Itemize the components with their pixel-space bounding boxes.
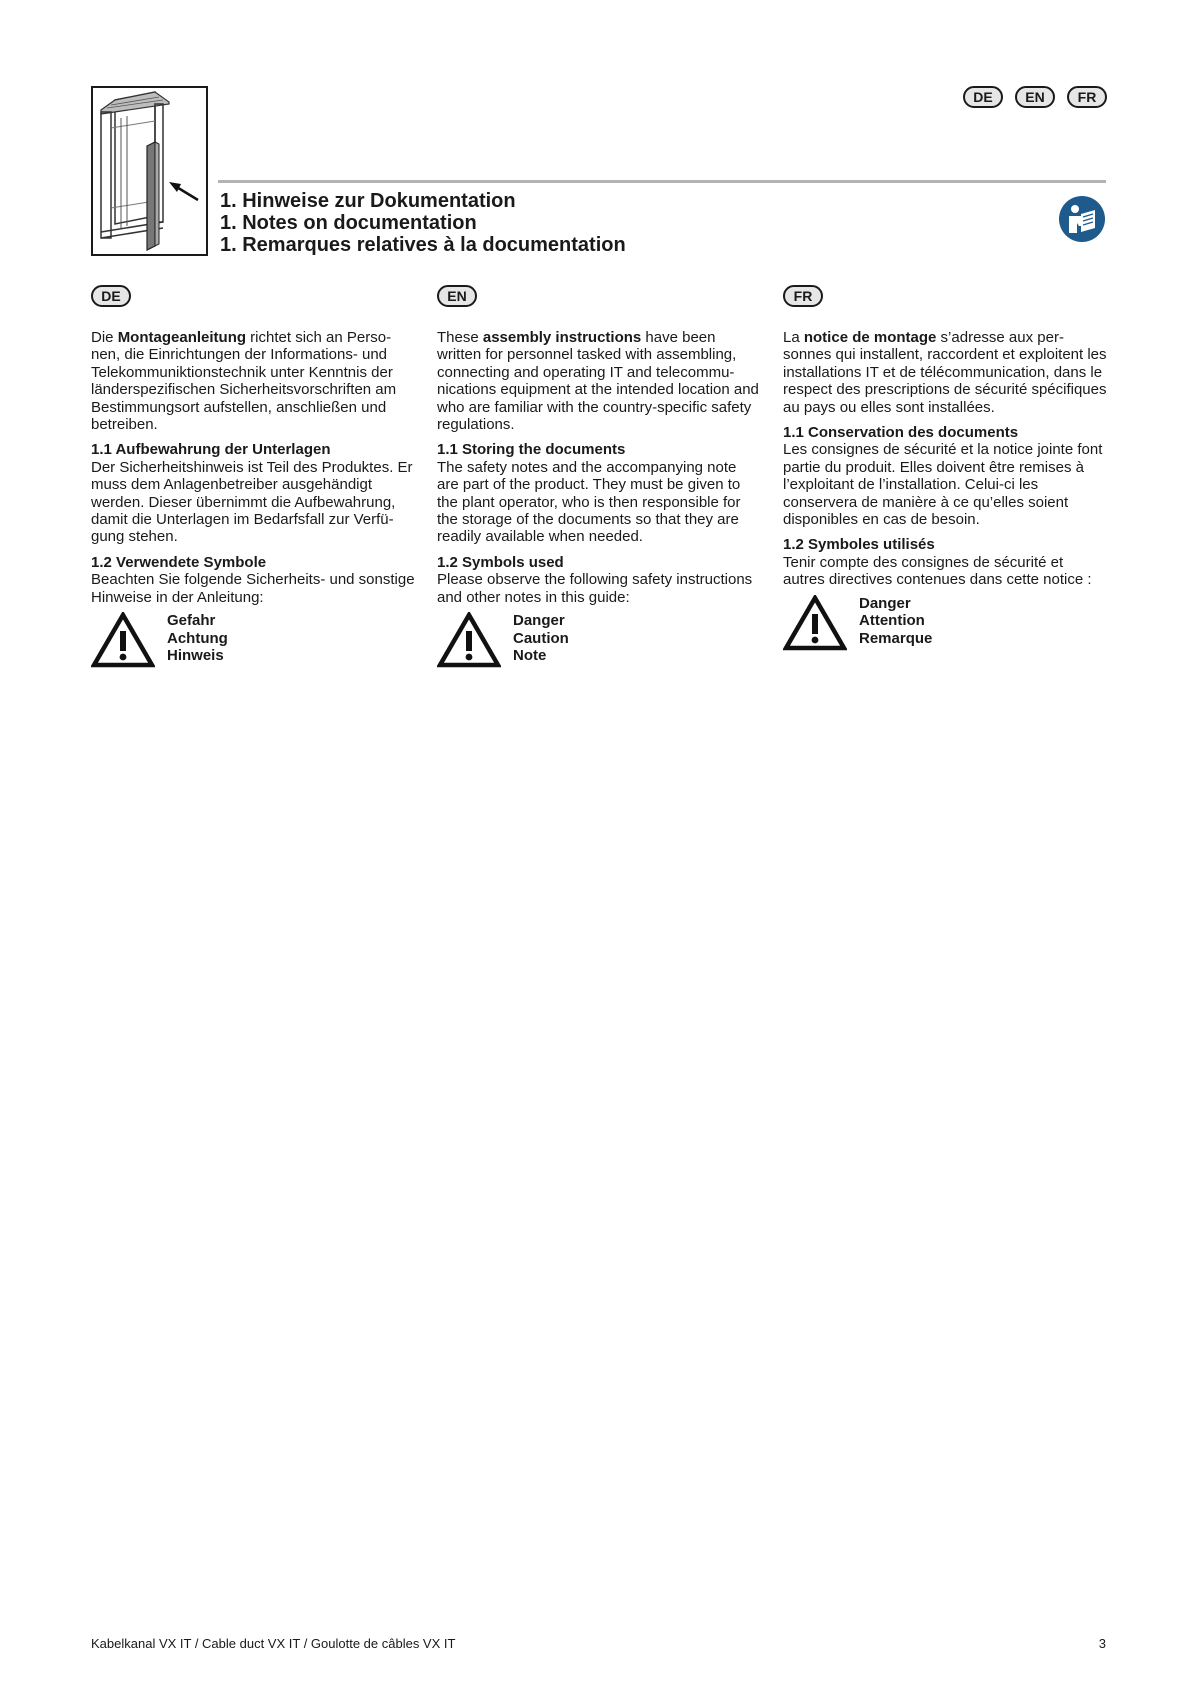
symbol-caution-de: Achtung: [167, 629, 228, 647]
title-en: 1. Notes on documentation: [220, 212, 477, 234]
text-symbols-en: Please observe the following safety instructions and other notes in this guide:: [437, 571, 753, 606]
symbol-danger-fr: Danger: [859, 594, 911, 612]
warning-block-de: [91, 612, 416, 668]
heading-storage-en: 1.1 Storing the documents: [437, 441, 626, 459]
lang-badge-col-en: EN: [437, 285, 477, 307]
text-symbols-fr: Tenir compte des consignes de sécurité et autres directives contenues dans cette notice :: [783, 553, 1092, 589]
symbol-note-de: Hinweis: [167, 646, 224, 664]
title-de: 1. Hinweise zur Dokumentation: [220, 190, 516, 212]
intro-fr: La notice de montage s’adresse aux per-sonnes qui installent, raccordent et exploitent les installations IT et de télécommunication, dans le respect des prescriptions de sécurité spécifiques au pays ou elles sont installées.: [783, 329, 1107, 416]
cable-duct-icon: [93, 88, 206, 254]
text-storage-de: Der Sicherheitshinweis ist Teil des Produktes. Er muss dem Anlagenbetreiber ausgehändigt werden. Dieser übernimmt die Aufbewahrung, damit die Unterlagen im Bedarfsfall zur Verfü-gung stehen.: [91, 458, 413, 546]
column-fr: [783, 329, 1108, 651]
symbol-caution-en: Caution: [513, 629, 569, 647]
warning-block-fr: [783, 595, 1108, 651]
text-storage-en: The safety notes and the accompanying note are part of the product. They must be given to the plant operator, who is then responsible for the storage of the documents so that they are readily available when needed.: [437, 458, 741, 546]
lang-badge-fr: FR: [1067, 86, 1107, 108]
lang-badge-col-de: DE: [91, 285, 131, 307]
intro-en: These assembly instructions have been written for personnel tasked with assembling, connecting and operating IT and telecommu-nications equipment at the intended location and who are familiar with the country-specific safety regulations.: [437, 329, 759, 434]
heading-symbols-fr: 1.2 Symboles utilisés: [783, 536, 935, 554]
warning-triangle-icon: [91, 612, 155, 668]
heading-symbols-de: 1.2 Verwendete Symbole: [91, 553, 267, 571]
enclosure-illustration: [91, 86, 208, 256]
footer-text: Kabelkanal VX IT / Cable duct VX IT / Goulotte de câbles VX IT: [91, 1636, 456, 1651]
heading-storage-fr: 1.1 Conservation des documents: [783, 424, 1019, 442]
symbol-danger-de: Gefahr: [167, 612, 216, 630]
intro-de: Die Montageanleitung richtet sich an Perso-nen, die Einrichtungen der Informations- und Telekommuniktionstechnik unter Kenntnis der länderspezifischen Sicherheitsvorschriften am Bestimmungsort aufstellen, anschließen und betreiben.: [91, 329, 397, 434]
lang-badge-col-fr: FR: [783, 285, 823, 307]
symbol-note-en: Note: [513, 646, 547, 664]
text-storage-fr: Les consignes de sécurité et la notice jointe font partie du produit. Elles doivent être remises à l’exploitant de l’installation. Celui-ci les conservera de manière à ce qu’elles soient disponibles en cas de besoin.: [783, 441, 1103, 529]
heading-symbols-en: 1.2 Symbols used: [437, 553, 564, 571]
warning-block-en: [437, 612, 762, 668]
heading-storage-de: 1.1 Aufbewahrung der Unterlagen: [91, 441, 331, 459]
symbol-note-fr: Remarque: [859, 629, 933, 647]
symbol-danger-en: Danger: [513, 612, 565, 630]
lang-badge-en: EN: [1015, 86, 1055, 108]
column-en: [437, 329, 762, 668]
warning-triangle-icon: [783, 595, 847, 651]
page-number: 3: [1098, 1636, 1106, 1651]
lang-badge-de: DE: [963, 86, 1003, 108]
warning-triangle-icon: [437, 612, 501, 668]
read-manual-icon: [1059, 196, 1105, 242]
section-titles: [220, 190, 626, 256]
column-de: [91, 329, 416, 668]
header-divider: [218, 180, 1106, 183]
title-fr: 1. Remarques relatives à la documentation: [220, 234, 626, 256]
symbol-caution-fr: Attention: [859, 612, 925, 630]
text-symbols-de: Beachten Sie folgende Sicherheits- und sonstige Hinweise in der Anleitung:: [91, 571, 415, 606]
